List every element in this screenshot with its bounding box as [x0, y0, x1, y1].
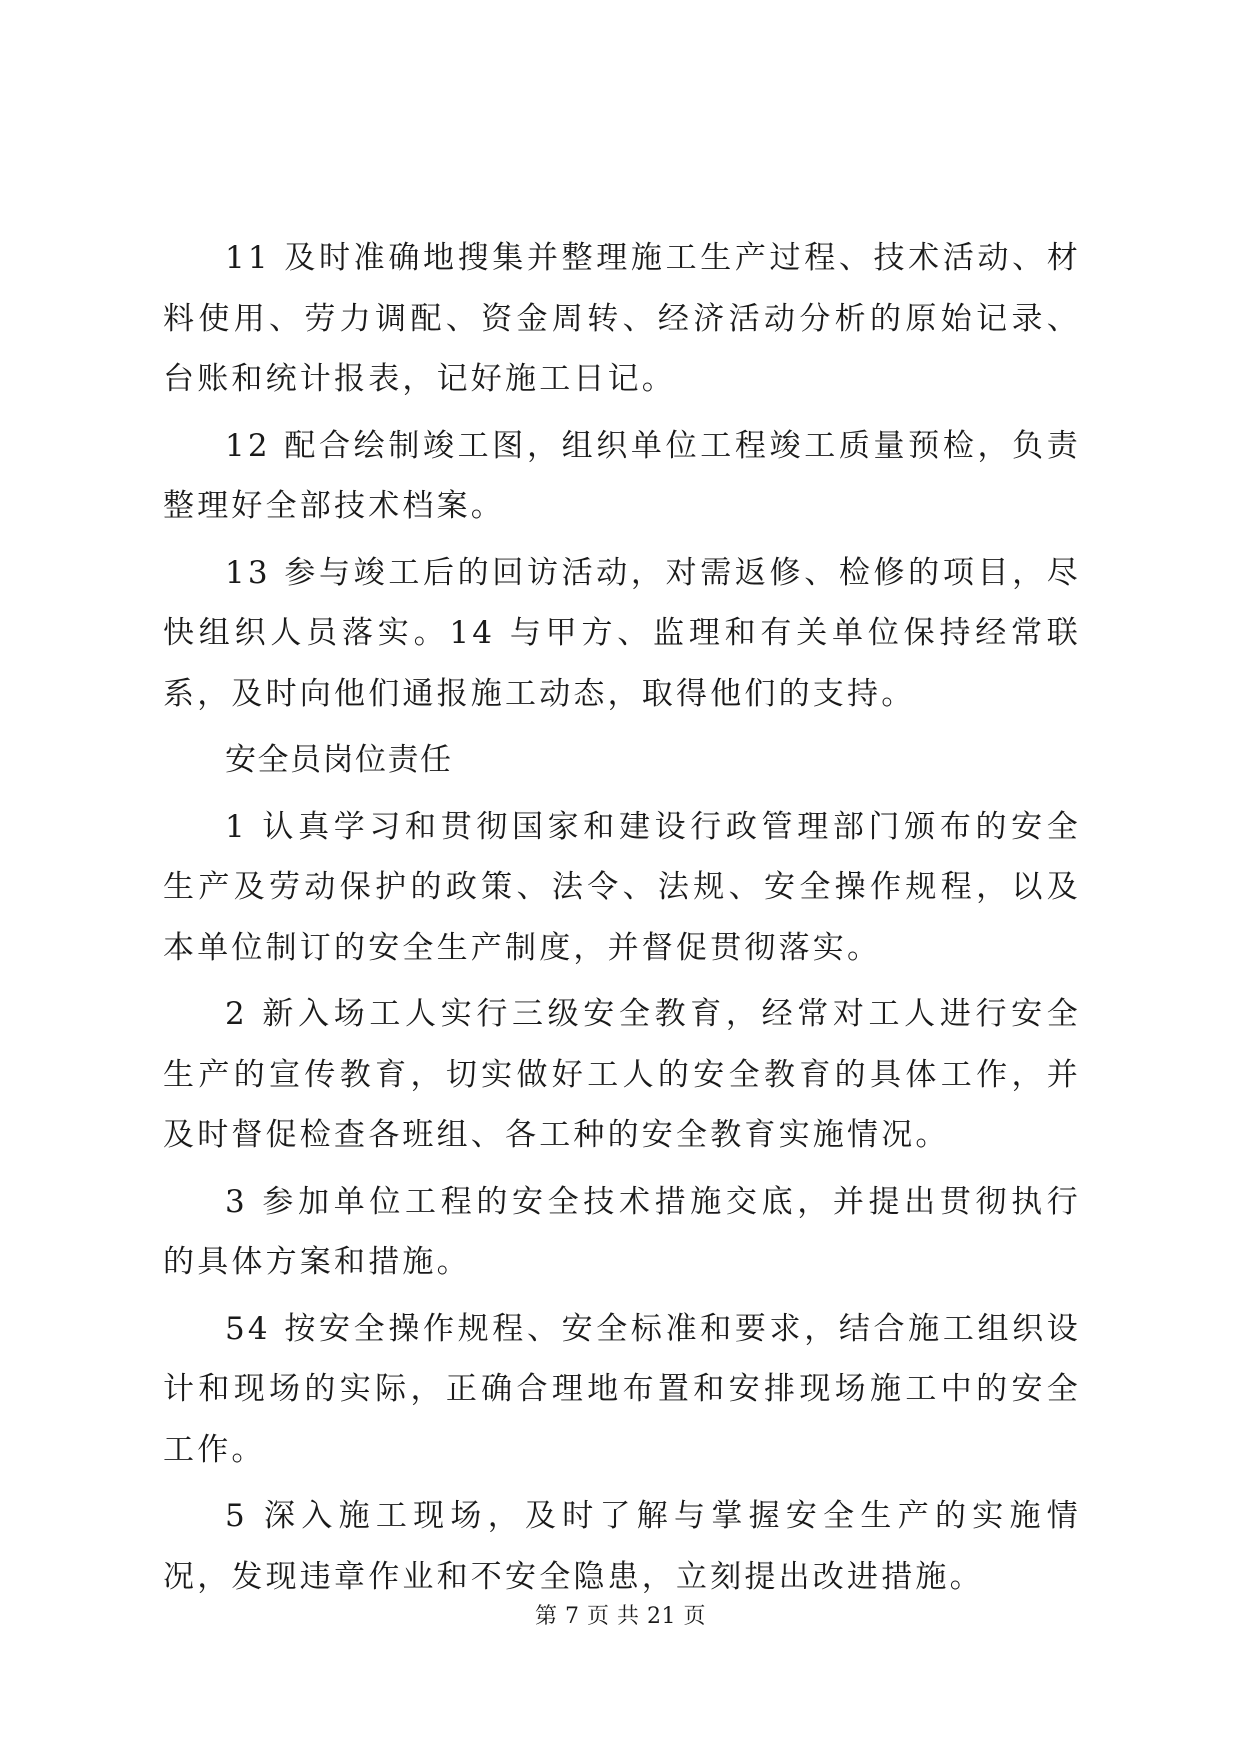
- paragraph-item-3: 3 参加单位工程的安全技术措施交底，并提出贯彻执行的具体方案和措施。: [163, 1183, 1081, 1280]
- paragraph-item-5: 5 深入施工现场，及时了解与掌握安全生产的实施情况，发现违章作业和不安全隐患，立刻提出改进措施。: [163, 1498, 1081, 1595]
- page-number-label: 第 7 页 共 21 页: [535, 1604, 706, 1629]
- paragraph-item-13-14: 13 参与竣工后的回访活动，对需返修、检修的项目，尽快组织人员落实。14 与甲方、监理和有关单位保持经常联系，及时向他们通报施工动态，取得他们的支持。: [163, 554, 1081, 712]
- paragraph-item-2: 2 新入场工人实行三级安全教育，经常对工人进行安全生产的宣传教育，切实做好工人的安全教育的具体工作，并及时督促检查各班组、各工种的安全教育实施情况。: [163, 996, 1081, 1153]
- paragraph-item-11: 11 及时准确地搜集并整理施工生产过程、技术活动、材料使用、劳力调配、资金周转、经济活动分析的原始记录、台账和统计报表，记好施工日记。: [163, 240, 1081, 397]
- document-body: [163, 228, 1081, 1613]
- paragraph-item-1: 1 认真学习和贯彻国家和建设行政管理部门颁布的安全生产及劳动保护的政策、法令、法规、安全操作规程，以及本单位制订的安全生产制度，并督促贯彻落实。: [163, 808, 1081, 966]
- paragraph-item-12: 12 配合绘制竣工图，组织单位工程竣工质量预检，负责整理好全部技术档案。: [163, 427, 1081, 524]
- page-footer: [0, 1602, 1241, 1632]
- section-heading-safety-officer: 安全员岗位责任: [225, 742, 453, 778]
- paragraph-item-54: 54 按安全操作规程、安全标准和要求，结合施工组织设计和现场的实际，正确合理地布置和安排现场施工中的安全工作。: [163, 1310, 1081, 1468]
